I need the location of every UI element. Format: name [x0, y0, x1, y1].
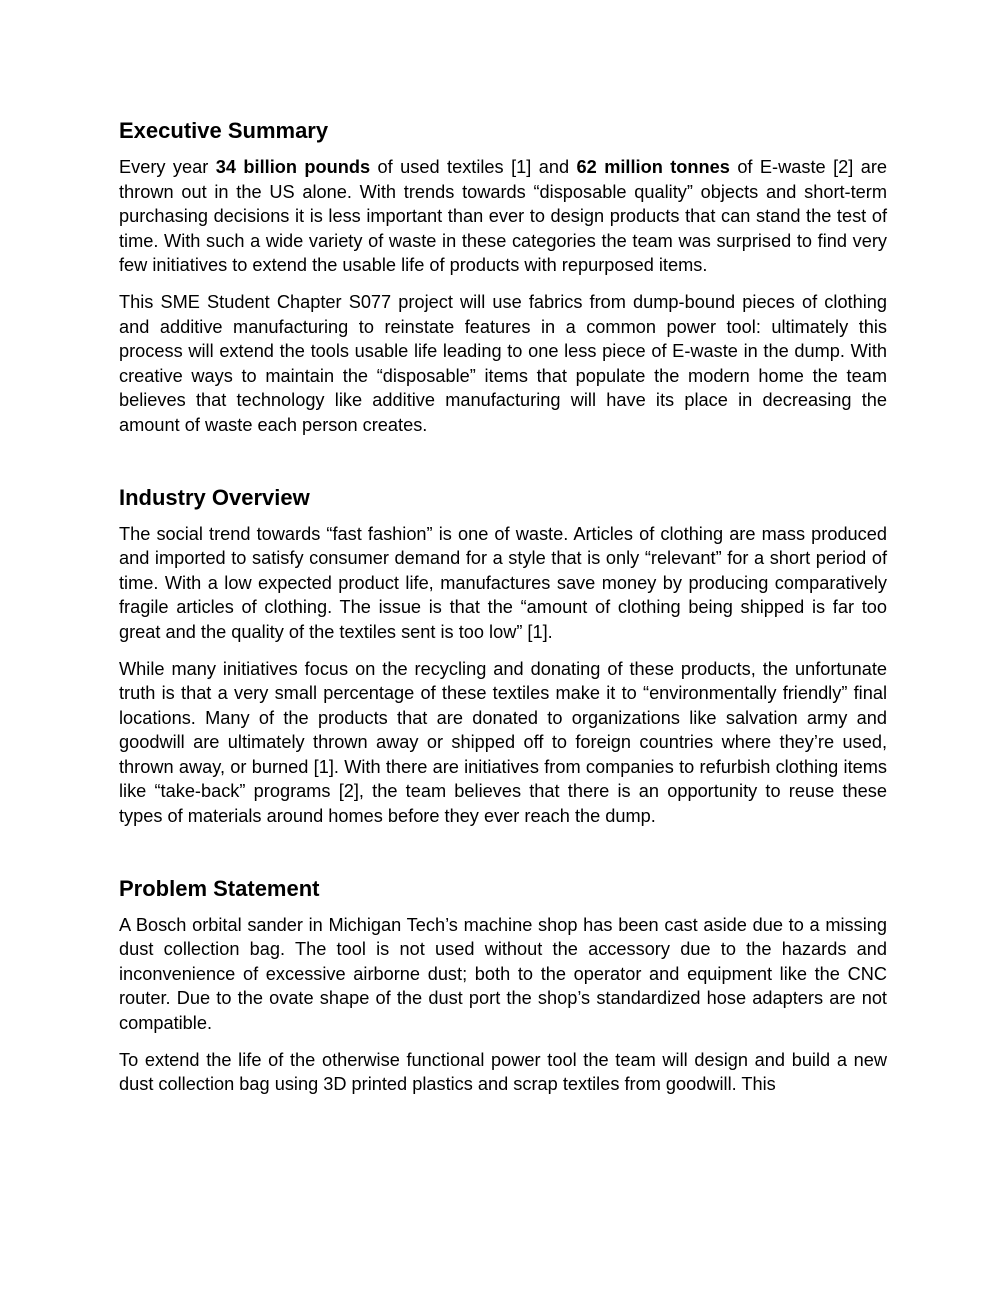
section-problem-statement [119, 874, 887, 1097]
paragraph [119, 522, 887, 645]
section-heading: Executive Summary [119, 118, 329, 143]
paragraph [119, 155, 887, 278]
bold-stat: 34 billion pounds [215, 157, 371, 177]
text-run: of E-waste [2] are thrown out in the US alone. With trends towards “disposable quality” objects and short-term purchasing decisions it is less important than ever to design products that can stand the test of time. With such a wide variety of waste in these categories the team was surprised to find very few initiatives to extend the usable life of products with repurposed items. [119, 157, 888, 276]
section-heading: Industry Overview [119, 484, 310, 510]
bold-stat: 62 million tonnes [576, 157, 730, 177]
paragraph [119, 657, 887, 829]
text-run: To extend the life of the otherwise functional power tool the team will design and build a new dust collection bag using 3D printed plastics and scrap textiles from goodwill. This [119, 1049, 887, 1095]
text-run: The social trend towards “fast fashion” is one of waste. Articles of clothing are mass produced and imported to satisfy consumer demand for a style that is only “relevant” for a short period of time. With a low expected product life, manufactures save money by producing comparatively fragile articles of clothing. The issue is that the “amount of clothing being shipped is far too great and the quality of the textiles sent is too low” [1]. [119, 523, 887, 642]
text-run: of used textiles [1] and [370, 157, 577, 177]
document-page [119, 116, 887, 1109]
text-run: A Bosch orbital sander in Michigan Tech’s machine shop has been cast aside due to a missing dust collection bag. The tool is not used without the accessory due to the hazards and inconvenience of excessive airborne dust; both to the operator and equipment like the CNC router. Due to the ovate shape of the dust port the shop’s standardized hose adapters are not compatible. [119, 914, 887, 1034]
paragraph [119, 913, 887, 1036]
text-run: While many initiatives focus on the recycling and donating of these products, the unfortunate truth is that a very small percentage of these textiles make it to “environmentally friendly” final locations. Many of the products that are donated to organizations like salvation army and goodwill are ultimately thrown away or shipped off to foreign countries where they’re used, thrown away, or burned [1]. With there are initiatives from companies to refurbish clothing items like “take-back” programs [2], the team believes that there is an opportunity to reuse these types of materials around homes before they ever reach the dump. [119, 658, 887, 827]
section-executive-summary [119, 116, 887, 438]
paragraph [119, 1048, 887, 1097]
section-heading: Problem Statement [119, 875, 320, 901]
section-industry-overview [119, 483, 887, 829]
text-run: This SME Student Chapter S077 project will use fabrics from dump-bound pieces of clothing and additive manufacturing to reinstate features in a common power tool: ultimately this process will extend the tools usable life leading to one less piece of E-waste in the dump. With creative ways to maintain the “disposable” items that populate the modern home the team believes that technology like additive manufacturing will have its place in decreasing the amount of waste each person creates. [119, 291, 887, 435]
paragraph [119, 290, 887, 438]
text-run: Every year [119, 157, 216, 177]
